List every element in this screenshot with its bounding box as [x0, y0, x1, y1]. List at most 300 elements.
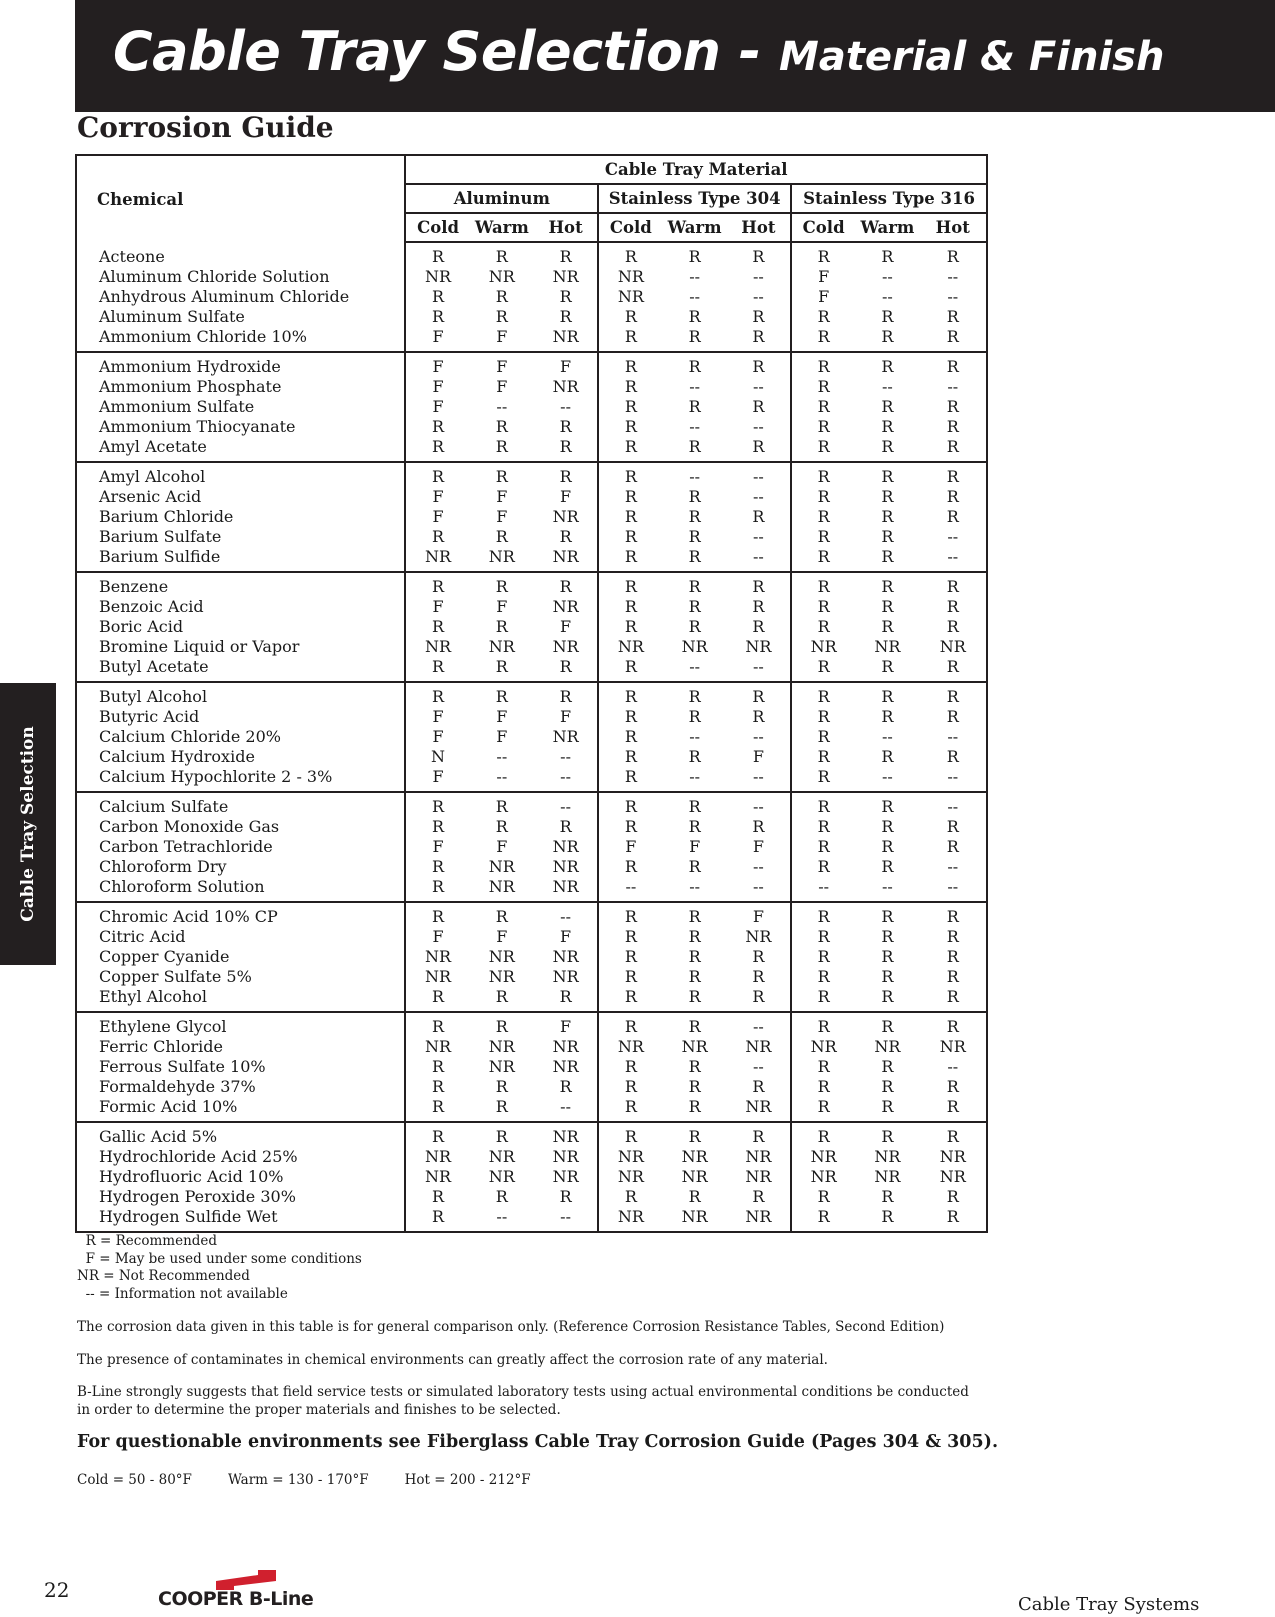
table-row [76, 572, 987, 597]
temp-range-cold: Cold = 50 - 80°F [77, 1472, 192, 1488]
ss316-hot-rating: R [946, 577, 959, 596]
aluminum-hot-rating: NR [534, 837, 598, 857]
chemical-name: Copper Cyanide [76, 947, 405, 967]
ss316-cold-rating: R [817, 487, 830, 506]
ss304-hot-rating: R [727, 1077, 791, 1097]
ss304-hot-rating: R [727, 1122, 791, 1147]
aluminum-warm-rating: -- [496, 397, 508, 416]
ss304-warm-rating: R [688, 1017, 701, 1036]
ss316-warm-rating: R [881, 507, 894, 526]
table-row [76, 397, 987, 417]
aluminum-cold-rating: NR [425, 637, 452, 656]
aluminum-hot-rating: NR [534, 267, 598, 287]
temp-header-hot: Hot [920, 213, 987, 242]
ss304-cold-rating: F [625, 837, 637, 856]
ss316-cold-rating: R [817, 617, 830, 636]
aluminum-hot-rating: R [534, 817, 598, 837]
aluminum-cold-rating: F [432, 377, 444, 396]
aluminum-cold-rating: R [432, 1077, 445, 1096]
ss304-hot-rating: -- [727, 377, 791, 397]
aluminum-warm-rating: NR [488, 967, 515, 986]
ss304-cold-rating: R [624, 1187, 637, 1206]
chemical-name: Ammonium Hydroxide [76, 352, 405, 377]
ss316-hot-rating: R [946, 487, 959, 506]
ss304-cold-rating: R [624, 967, 637, 986]
page-title [113, 20, 1164, 83]
chemical-name: Copper Sulfate 5% [76, 967, 405, 987]
aluminum-hot-rating: R [534, 682, 598, 707]
ss316-warm-rating: R [881, 467, 894, 486]
ss304-cold-rating: R [598, 437, 662, 462]
chemical-name: Citric Acid [76, 927, 405, 947]
aluminum-hot-rating: -- [534, 1097, 598, 1122]
ss304-cold-rating: R [624, 577, 637, 596]
aluminum-cold-rating: R [432, 817, 445, 836]
table-row [76, 767, 987, 792]
aluminum-warm-rating: NR [470, 877, 534, 902]
temp-header-warm: Warm [662, 213, 726, 242]
aluminum-hot-rating: R [534, 527, 598, 547]
page-title-sub: Material & Finish [779, 34, 1165, 80]
chemical-name: Formic Acid 10% [76, 1097, 405, 1122]
table-row [76, 1167, 987, 1187]
ss304-hot-rating: R [727, 617, 791, 637]
ss304-hot-rating: R [727, 1187, 791, 1207]
side-tab-label: Cable Tray Selection [18, 726, 38, 922]
note-data-reference: The corrosion data given in this table is for general comparison only. (Reference Corrosion Resistance Tables, Second Edition) [77, 1319, 945, 1335]
ss304-hot-rating: NR [727, 1147, 791, 1167]
ss316-warm-rating: -- [882, 377, 893, 396]
temp-range-hot: Hot = 200 - 212°F [404, 1472, 531, 1488]
aluminum-warm-rating: F [496, 707, 508, 726]
ss304-cold-rating: R [624, 1077, 637, 1096]
aluminum-warm-rating: NR [488, 1167, 515, 1186]
ss304-warm-rating: R [688, 797, 701, 816]
table-row [76, 1207, 987, 1232]
ss304-warm-rating: -- [689, 727, 701, 746]
ss316-cold-rating: R [817, 967, 830, 986]
aluminum-hot-rating: NR [534, 877, 598, 902]
aluminum-hot-rating: R [534, 417, 598, 437]
ss304-cold-rating: R [624, 307, 637, 326]
chemical-name: Amyl Acetate [76, 437, 405, 462]
ss304-cold-rating: R [624, 747, 637, 766]
table-row [76, 1077, 987, 1097]
note-field-tests: B-Line strongly suggests that field service tests or simulated laboratory tests using actual environmental conditions be conducted in order to determine the proper materials and finishes to be selected. [77, 1384, 969, 1418]
aluminum-cold-rating: NR [425, 1147, 452, 1166]
ss304-hot-rating: -- [727, 792, 791, 817]
ss304-warm-rating: -- [662, 877, 726, 902]
temp-range-warm: Warm = 130 - 170°F [227, 1472, 369, 1488]
group-header-stainless-304: Stainless Type 304 [598, 184, 791, 213]
ss316-warm-rating: -- [855, 767, 919, 792]
aluminum-cold-rating: R [432, 907, 445, 926]
ss304-hot-rating: F [727, 837, 791, 857]
ss316-cold-rating: R [791, 327, 855, 352]
table-row [76, 1037, 987, 1057]
ss316-warm-rating: R [881, 747, 894, 766]
chemical-name: Chromic Acid 10% CP [76, 902, 405, 927]
ss316-hot-rating: -- [947, 1057, 959, 1076]
aluminum-warm-rating: R [470, 437, 534, 462]
ss316-cold-rating: R [817, 597, 830, 616]
ss304-warm-rating: R [688, 357, 701, 376]
ss316-hot-rating: NR [939, 1167, 966, 1186]
table-row [76, 877, 987, 902]
aluminum-warm-rating: NR [488, 1147, 515, 1166]
ss304-hot-rating: R [727, 682, 791, 707]
ss316-cold-rating: F [818, 287, 830, 306]
aluminum-hot-rating: NR [534, 547, 598, 572]
ss316-cold-rating: R [817, 837, 830, 856]
ss316-warm-rating: R [881, 1017, 894, 1036]
temp-header-warm: Warm [855, 213, 919, 242]
ss304-cold-rating: R [624, 1057, 637, 1076]
ss304-warm-rating: NR [681, 1037, 708, 1056]
aluminum-warm-rating: R [495, 247, 508, 266]
side-tab [0, 683, 56, 965]
ss304-hot-rating: R [727, 967, 791, 987]
chemical-name: Benzene [76, 572, 405, 597]
chemical-name: Hydrofluoric Acid 10% [76, 1167, 405, 1187]
ss316-warm-rating: -- [855, 877, 919, 902]
table-row [76, 417, 987, 437]
ss304-warm-rating: R [662, 327, 726, 352]
ss304-warm-rating: F [689, 837, 701, 856]
ss316-hot-rating: R [946, 417, 959, 436]
table-row [76, 707, 987, 727]
table-row [76, 837, 987, 857]
table-row [76, 527, 987, 547]
ss304-hot-rating: -- [727, 1012, 791, 1037]
table-row [76, 1012, 987, 1037]
aluminum-cold-rating: F [432, 837, 444, 856]
ss304-warm-rating: -- [689, 287, 701, 306]
chemical-name: Calcium Chloride 20% [76, 727, 405, 747]
aluminum-hot-rating: NR [534, 967, 598, 987]
ss316-warm-rating: R [881, 307, 894, 326]
ss316-warm-rating: -- [882, 267, 893, 286]
aluminum-cold-rating: R [432, 577, 445, 596]
ss304-warm-rating: R [688, 397, 701, 416]
ss304-warm-rating: R [688, 577, 701, 596]
ss316-cold-rating: F [818, 267, 830, 286]
aluminum-warm-rating: -- [496, 1207, 508, 1226]
table-row [76, 727, 987, 747]
aluminum-hot-rating: R [534, 1187, 598, 1207]
aluminum-cold-rating: R [432, 1207, 445, 1226]
ss304-cold-rating: NR [617, 1167, 644, 1186]
chemical-name: Ferric Chloride [76, 1037, 405, 1057]
chemical-name: Hydrogen Sulfide Wet [76, 1207, 405, 1232]
ss316-cold-rating: R [791, 657, 855, 682]
chemical-name: Chloroform Dry [76, 857, 405, 877]
table-row [76, 817, 987, 837]
ss304-cold-rating: R [624, 617, 637, 636]
ss304-hot-rating: -- [727, 1057, 791, 1077]
chemical-name: Ammonium Chloride 10% [76, 327, 405, 352]
temp-header-cold: Cold [405, 213, 469, 242]
ss304-cold-rating: R [624, 687, 637, 706]
aluminum-cold-rating: NR [425, 947, 452, 966]
ss304-warm-rating: -- [662, 767, 726, 792]
aluminum-warm-rating: R [495, 1017, 508, 1036]
ss316-hot-rating: R [946, 597, 959, 616]
ss316-cold-rating: R [817, 907, 830, 926]
ss316-hot-rating: R [946, 247, 959, 266]
chemical-name: Bromine Liquid or Vapor [76, 637, 405, 657]
ss316-cold-rating: R [817, 1127, 830, 1146]
table-row [76, 327, 987, 352]
aluminum-cold-rating: R [432, 527, 445, 546]
table-row [76, 462, 987, 487]
ss316-warm-rating: R [881, 797, 894, 816]
aluminum-hot-rating: R [534, 462, 598, 487]
ss316-warm-rating: R [881, 597, 894, 616]
chemical-name: Calcium Hydroxide [76, 747, 405, 767]
ss304-hot-rating: NR [727, 1167, 791, 1187]
ss304-warm-rating: R [688, 687, 701, 706]
aluminum-warm-rating: F [496, 377, 508, 396]
ss304-warm-rating: R [688, 507, 701, 526]
ss304-hot-rating: NR [727, 1207, 791, 1232]
aluminum-warm-rating: R [495, 1077, 508, 1096]
ss316-warm-rating: R [855, 437, 919, 462]
ss304-cold-rating: R [624, 417, 637, 436]
group-header-aluminum: Aluminum [405, 184, 598, 213]
chemical-name: Ferrous Sulfate 10% [76, 1057, 405, 1077]
aluminum-cold-rating: R [405, 877, 469, 902]
header-band [75, 0, 1275, 112]
ss304-hot-rating: -- [727, 767, 791, 792]
ss316-hot-rating: -- [947, 527, 959, 546]
ss316-cold-rating: R [817, 1077, 830, 1096]
aluminum-cold-rating: R [405, 657, 469, 682]
ss316-cold-rating: R [817, 707, 830, 726]
aluminum-hot-rating: F [534, 352, 598, 377]
ss316-warm-rating: R [881, 967, 894, 986]
ss316-hot-rating: -- [947, 377, 959, 396]
ss304-cold-rating: NR [617, 1037, 644, 1056]
ss304-cold-rating: R [598, 657, 662, 682]
table-row [76, 307, 987, 327]
ss304-warm-rating: -- [662, 657, 726, 682]
ss304-warm-rating: R [688, 1077, 701, 1096]
ss304-cold-rating: R [624, 907, 637, 926]
aluminum-warm-rating: R [495, 307, 508, 326]
ss304-hot-rating: NR [727, 1037, 791, 1057]
ss304-hot-rating: NR [727, 1097, 791, 1122]
aluminum-cold-rating: NR [425, 1037, 452, 1056]
aluminum-cold-rating: R [432, 1017, 445, 1036]
footer-section-name: Cable Tray Systems [1018, 1594, 1200, 1615]
ss304-hot-rating: F [727, 747, 791, 767]
ss316-warm-rating: R [881, 927, 894, 946]
ss316-warm-rating: R [881, 707, 894, 726]
ss316-warm-rating: R [855, 987, 919, 1012]
aluminum-warm-rating: R [470, 987, 534, 1012]
ss304-hot-rating: R [727, 397, 791, 417]
ss304-warm-rating: R [688, 907, 701, 926]
aluminum-warm-rating: R [495, 907, 508, 926]
ss304-cold-rating: R [598, 327, 662, 352]
ss316-cold-rating: R [791, 987, 855, 1012]
aluminum-warm-rating: R [495, 467, 508, 486]
aluminum-warm-rating: R [495, 577, 508, 596]
table-row [76, 857, 987, 877]
chemical-name: Ammonium Thiocyanate [76, 417, 405, 437]
ss316-hot-rating: -- [947, 797, 959, 816]
aluminum-warm-rating: R [495, 797, 508, 816]
ss304-cold-rating: NR [617, 287, 644, 306]
material-header: Cable Tray Material [405, 155, 987, 184]
ss316-cold-rating: R [817, 947, 830, 966]
ss304-warm-rating: R [688, 927, 701, 946]
aluminum-warm-rating: R [495, 1127, 508, 1146]
aluminum-cold-rating: R [405, 1097, 469, 1122]
table-row [76, 792, 987, 817]
aluminum-warm-rating: NR [488, 947, 515, 966]
ss316-cold-rating: NR [810, 637, 837, 656]
aluminum-warm-rating: F [496, 837, 508, 856]
chemical-name: Gallic Acid 5% [76, 1122, 405, 1147]
ss316-cold-rating: R [817, 797, 830, 816]
ss316-hot-rating: R [920, 1097, 987, 1122]
aluminum-warm-rating: -- [470, 767, 534, 792]
aluminum-cold-rating: R [432, 617, 445, 636]
aluminum-cold-rating: R [432, 1127, 445, 1146]
aluminum-hot-rating: NR [534, 947, 598, 967]
ss316-hot-rating: -- [947, 857, 959, 876]
aluminum-warm-rating: NR [488, 1037, 515, 1056]
ss316-hot-rating: R [920, 987, 987, 1012]
ss316-hot-rating: -- [947, 727, 959, 746]
ss316-cold-rating: R [791, 437, 855, 462]
ss316-cold-rating: R [817, 307, 830, 326]
aluminum-cold-rating: F [432, 487, 444, 506]
ss304-warm-rating: R [662, 987, 726, 1012]
aluminum-cold-rating: N [431, 747, 446, 766]
ss316-cold-rating: R [817, 1017, 830, 1036]
ss316-warm-rating: R [881, 617, 894, 636]
aluminum-hot-rating: F [534, 707, 598, 727]
aluminum-hot-rating: -- [534, 767, 598, 792]
chemical-name: Calcium Hypochlorite 2 - 3% [76, 767, 405, 792]
ss316-hot-rating: R [946, 1187, 959, 1206]
ss304-hot-rating: R [727, 307, 791, 327]
aluminum-hot-rating: NR [534, 637, 598, 657]
ss316-hot-rating: R [920, 437, 987, 462]
aluminum-cold-rating: R [405, 987, 469, 1012]
ss304-cold-rating: -- [598, 877, 662, 902]
aluminum-warm-rating: R [495, 817, 508, 836]
ss316-warm-rating: R [855, 327, 919, 352]
ss316-hot-rating: R [946, 907, 959, 926]
legend-recommended: R = Recommended [77, 1233, 218, 1249]
table-row [76, 1057, 987, 1077]
chemical-name: Ammonium Sulfate [76, 397, 405, 417]
ss316-hot-rating: R [920, 327, 987, 352]
group-header-stainless-316: Stainless Type 316 [791, 184, 987, 213]
ss316-warm-rating: R [881, 1207, 894, 1226]
ss304-cold-rating: R [624, 527, 637, 546]
aluminum-cold-rating: F [432, 357, 444, 376]
aluminum-hot-rating: -- [534, 792, 598, 817]
aluminum-cold-rating: R [432, 857, 445, 876]
ss304-warm-rating: R [688, 617, 701, 636]
ss304-warm-rating: R [688, 247, 701, 266]
ss304-hot-rating: R [727, 947, 791, 967]
ss316-cold-rating: -- [791, 877, 855, 902]
aluminum-cold-rating: F [432, 507, 444, 526]
ss304-hot-rating: -- [727, 727, 791, 747]
ss304-warm-rating: R [688, 947, 701, 966]
aluminum-warm-rating: F [496, 357, 508, 376]
logo-mark-icon [214, 1570, 294, 1590]
aluminum-cold-rating: F [432, 927, 444, 946]
aluminum-cold-rating: R [432, 797, 445, 816]
ss304-cold-rating: R [624, 947, 637, 966]
aluminum-hot-rating: NR [534, 377, 598, 397]
ss316-hot-rating: R [920, 657, 987, 682]
temp-header-cold: Cold [791, 213, 855, 242]
page-title-main: Cable Tray Selection - [113, 20, 780, 83]
ss316-warm-rating: R [881, 577, 894, 596]
ss316-warm-rating: R [855, 1097, 919, 1122]
table-row [76, 967, 987, 987]
aluminum-hot-rating: R [534, 987, 598, 1012]
chemical-name: Acteone [76, 242, 405, 267]
chemical-name: Barium Sulfide [76, 547, 405, 572]
table-row [76, 902, 987, 927]
ss316-hot-rating: R [946, 817, 959, 836]
table-row [76, 947, 987, 967]
aluminum-hot-rating: -- [534, 902, 598, 927]
legend-not-recommended: NR = Not Recommended [77, 1268, 250, 1284]
ss304-hot-rating: R [727, 507, 791, 527]
ss304-cold-rating: R [598, 547, 662, 572]
ss316-warm-rating: NR [874, 1167, 901, 1186]
ss316-warm-rating: R [881, 357, 894, 376]
chemical-name: Chloroform Solution [76, 877, 405, 902]
aluminum-warm-rating: F [496, 597, 508, 616]
table-row [76, 987, 987, 1012]
ss316-warm-rating: R [881, 417, 894, 436]
aluminum-cold-rating: R [405, 437, 469, 462]
ss304-cold-rating: R [598, 1097, 662, 1122]
ss304-warm-rating: R [688, 707, 701, 726]
ss316-hot-rating: R [946, 747, 959, 766]
aluminum-cold-rating: F [432, 397, 444, 416]
ss316-warm-rating: R [881, 817, 894, 836]
ss316-hot-rating: R [946, 1207, 959, 1226]
legend-not-available: -- = Information not available [77, 1285, 288, 1302]
ss304-warm-rating: R [688, 1057, 701, 1076]
aluminum-hot-rating: R [534, 287, 598, 307]
table-row [76, 682, 987, 707]
chemical-name: Barium Chloride [76, 507, 405, 527]
ss316-hot-rating: NR [939, 637, 966, 656]
ss316-hot-rating: R [946, 307, 959, 326]
ss316-hot-rating: -- [947, 287, 959, 306]
ss304-cold-rating: R [624, 507, 637, 526]
ss316-warm-rating: R [881, 947, 894, 966]
ss304-cold-rating: R [624, 727, 637, 746]
aluminum-warm-rating: NR [488, 637, 515, 656]
aluminum-warm-rating: NR [488, 1057, 515, 1076]
ss316-hot-rating: R [946, 1127, 959, 1146]
ss316-hot-rating: R [946, 687, 959, 706]
